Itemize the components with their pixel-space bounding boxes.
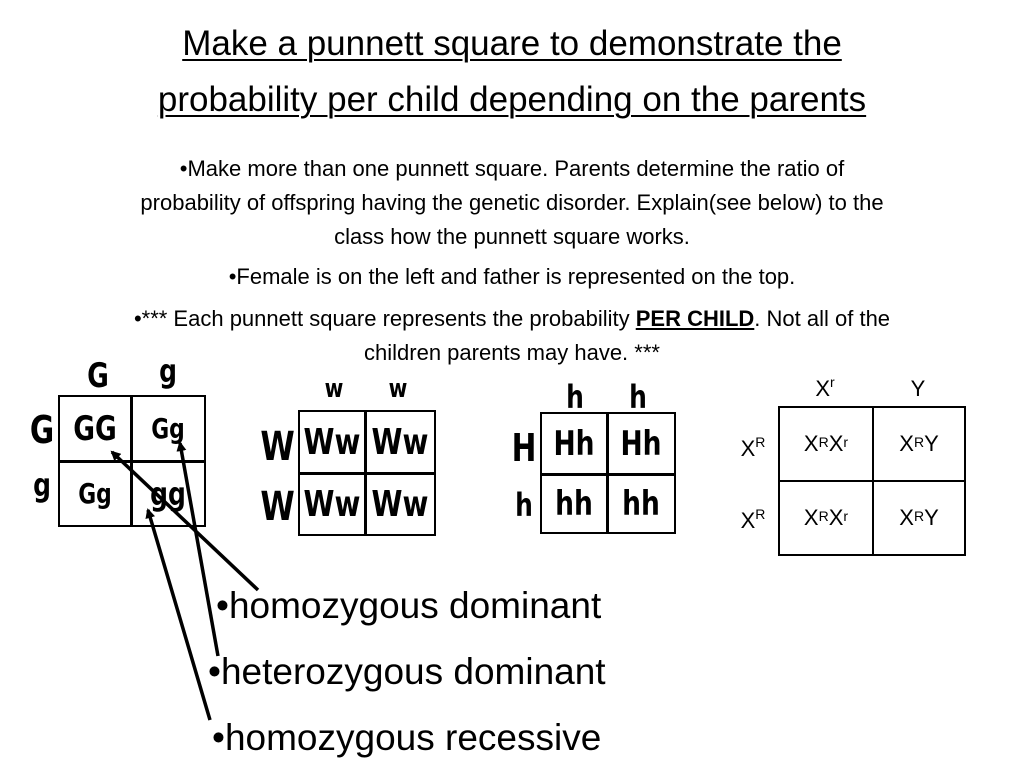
square1-top-allele-2: g xyxy=(159,352,177,390)
square2-cell: Ww xyxy=(303,483,361,525)
slide-title-line1: Make a punnett square to demonstrate the xyxy=(182,24,842,63)
square2-cell: Ww xyxy=(303,421,361,463)
square1-cell: Gg xyxy=(151,412,185,445)
square3-left-allele-1: H xyxy=(511,426,537,470)
per-child-emphasis: PER CHILD xyxy=(635,306,755,331)
term-heterozygous-dominant: •heterozygous dominant xyxy=(208,651,606,692)
square1-top-allele-1: G xyxy=(87,356,109,396)
square1-cell: gg xyxy=(150,474,186,513)
square3-left-allele-2: h xyxy=(515,486,533,524)
square1-cell: GG xyxy=(73,408,117,449)
square2-left-allele-1: W xyxy=(260,424,295,470)
square3-cell: Hh xyxy=(620,423,662,464)
square3-top-allele-1: h xyxy=(566,378,584,416)
square3-cell: Hh xyxy=(553,423,595,464)
square2-top-allele-2: w xyxy=(388,374,408,404)
bullet-1-line3: class how the punnett square works. xyxy=(334,224,690,249)
square4-cell: X $^R$ X $^r$ xyxy=(803,505,849,530)
bullet-1-line2: probability of offspring having the genetic disorder. Explain(see below) to the xyxy=(140,190,884,215)
square2-top-allele-1: w xyxy=(324,374,344,404)
square4-cell: X $^R$ X $^r$ xyxy=(803,431,849,456)
square1-left-allele-2: g xyxy=(33,466,51,504)
slide-title-line2: probability per child depending on the parents xyxy=(157,80,867,119)
bullet-3-line1: •*** Each punnett square represents the probability PER CHILD. Not all of the xyxy=(133,306,891,331)
bullet-1-line1: •Make more than one punnett square. Parents determine the ratio of xyxy=(179,156,845,181)
term-homozygous-dominant: •homozygous dominant xyxy=(216,585,602,626)
square2-left-allele-2: W xyxy=(260,484,295,530)
bullet-3-line2: children parents may have. *** xyxy=(364,340,660,365)
square3-top-allele-2: h xyxy=(629,378,647,416)
arrow-heterozygous-dominant xyxy=(180,443,218,656)
square2-cell: Ww xyxy=(371,421,429,463)
bullet-2: •Female is on the left and father is represented on the top. xyxy=(228,264,796,289)
arrow-homozygous-recessive xyxy=(148,510,210,720)
term-homozygous-recessive: •homozygous recessive xyxy=(212,717,602,758)
square4-cell: X $^R$ Y xyxy=(899,505,939,530)
square1-left-allele-1: G xyxy=(29,408,55,452)
square4-left-allele-2: $X^R$ xyxy=(740,506,766,533)
square1-cell: Gg xyxy=(78,477,112,510)
square2-cell: Ww xyxy=(371,483,429,525)
square3-cell: hh xyxy=(622,483,660,524)
square4-left-allele-1: $X^R$ xyxy=(740,434,766,461)
square4-cell: X $^R$ Y xyxy=(899,431,939,456)
square3-cell: hh xyxy=(555,483,593,524)
square4-top-allele-1: $X^r$ xyxy=(815,374,835,401)
square4-top-allele-2: Y xyxy=(910,376,926,401)
